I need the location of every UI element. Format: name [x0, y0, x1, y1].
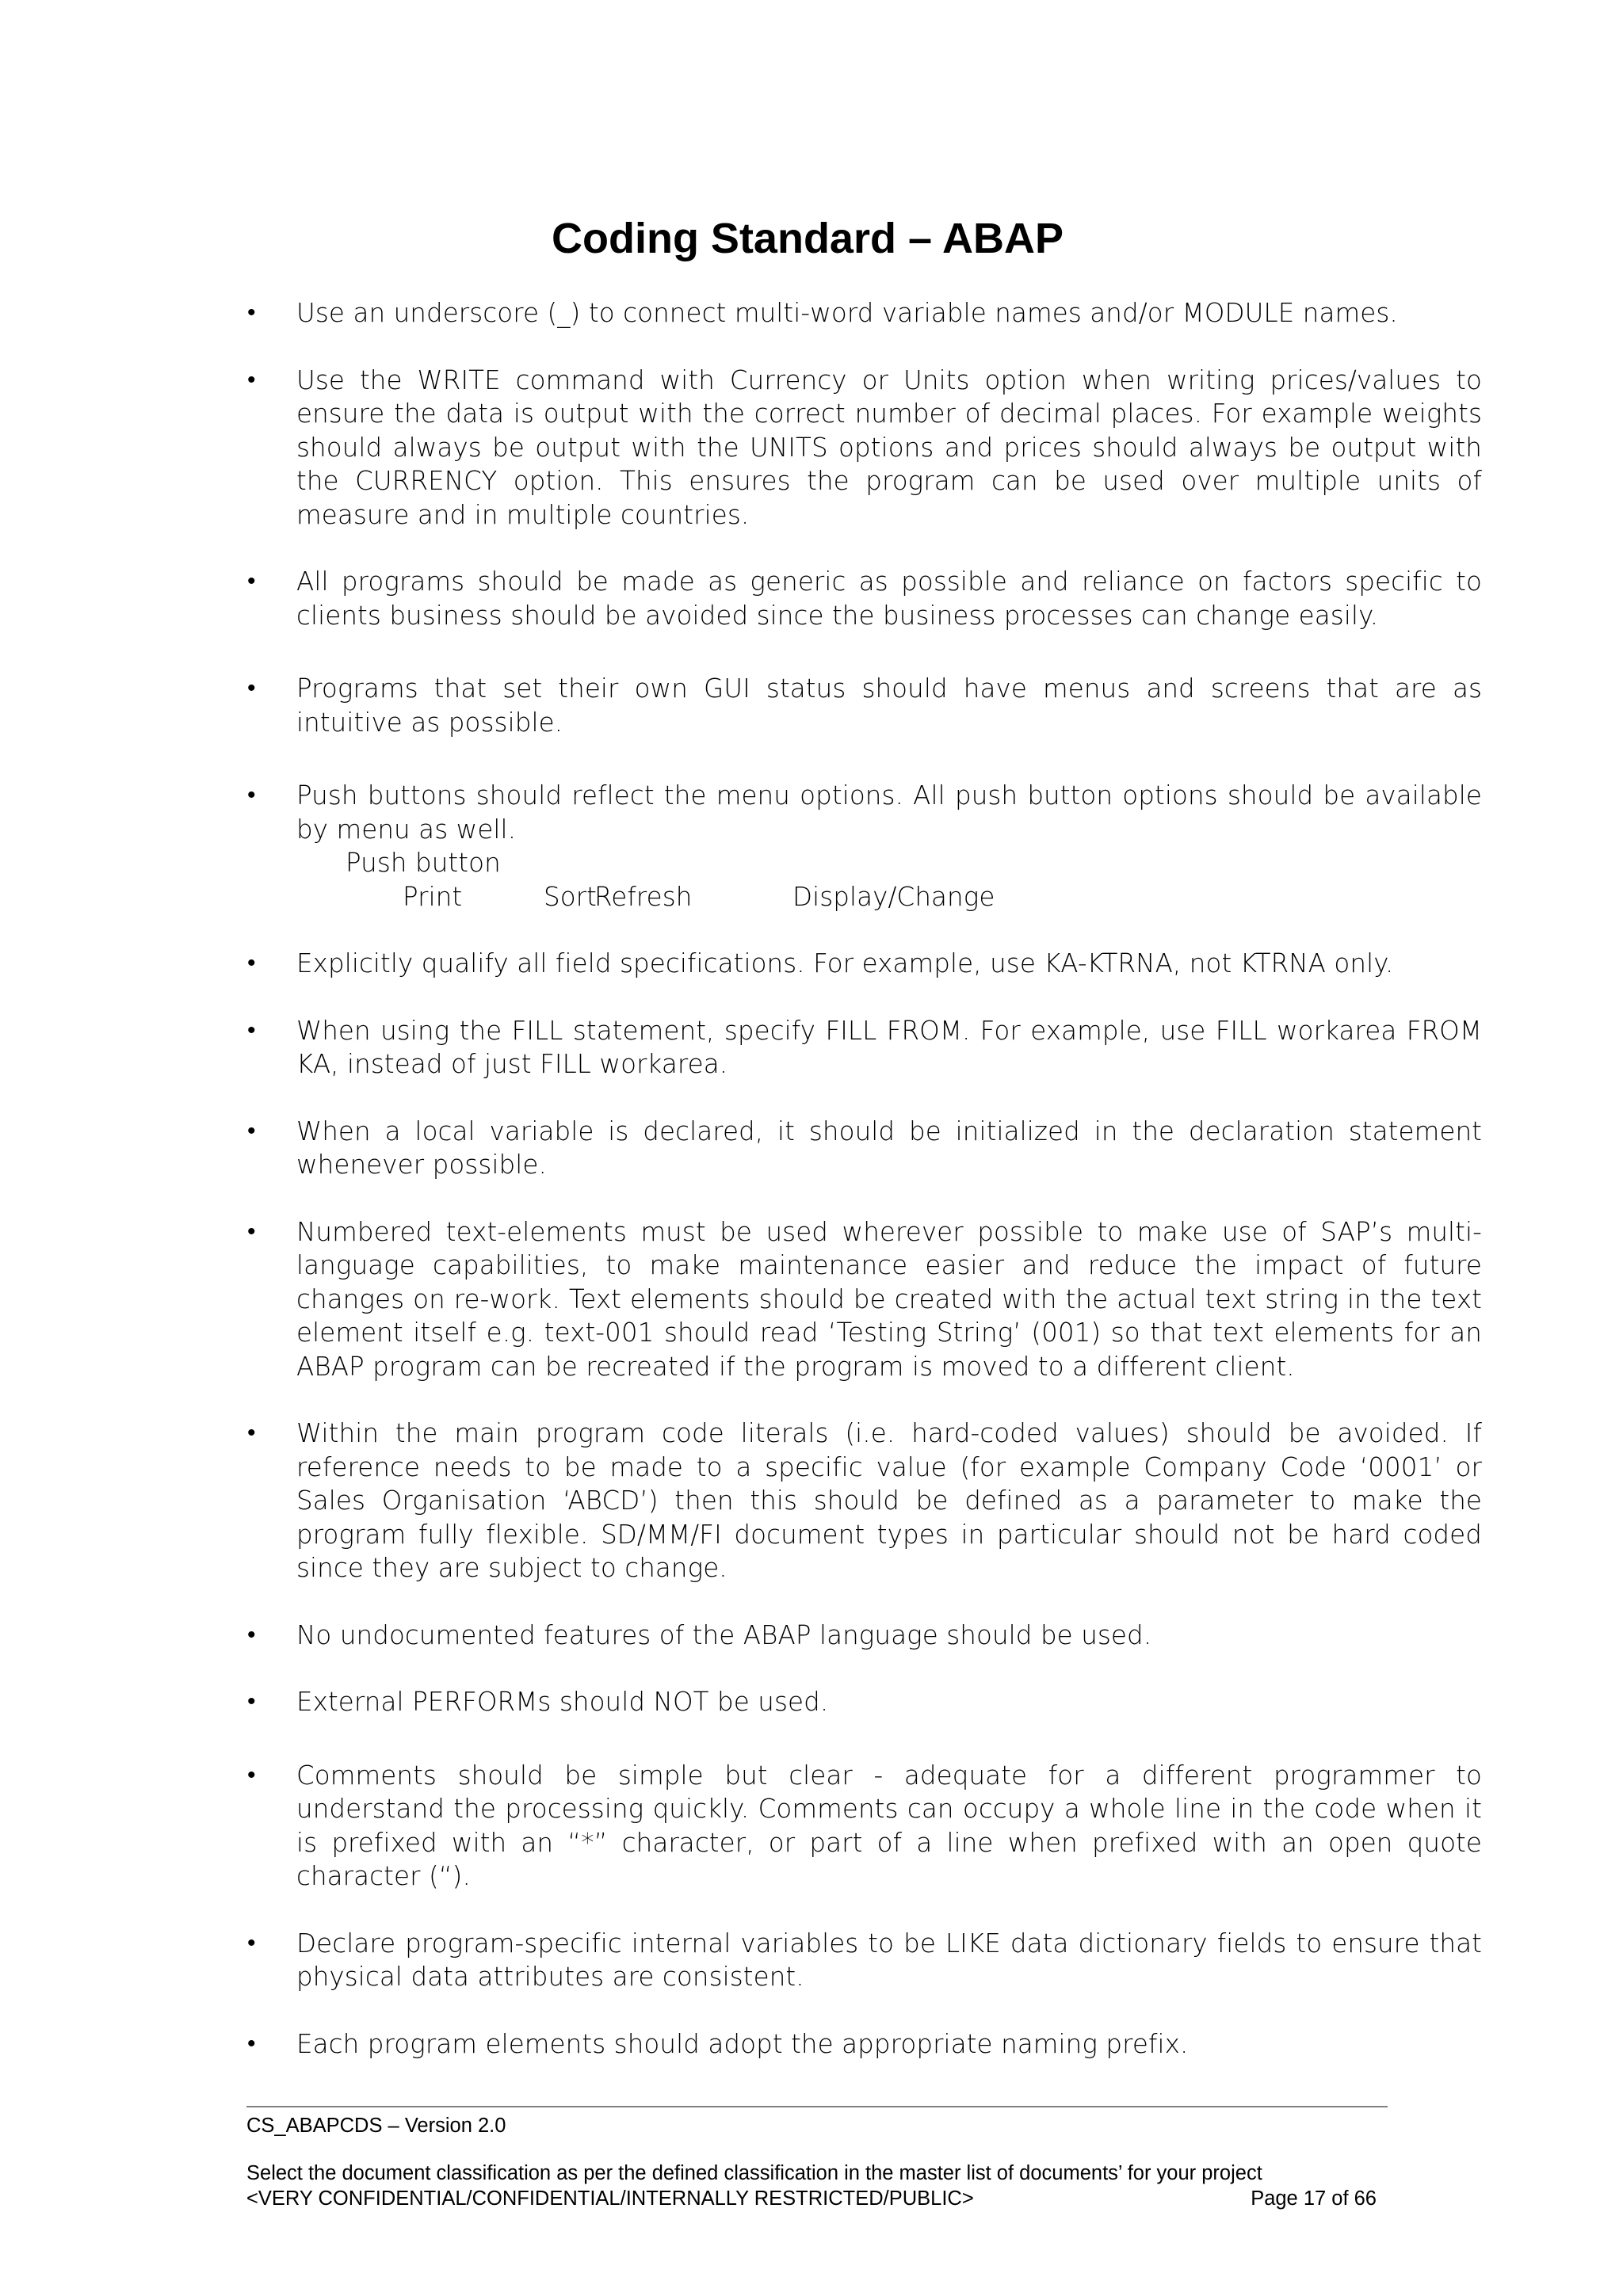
bullet-icon: •	[247, 674, 256, 702]
list-item-text: Explicitly qualify all field specifications. For example, use KA-KTRNA, not KTRNA only.	[296, 948, 1394, 978]
list-item	[241, 1215, 1482, 1384]
footer-version: CS_ABAPCDS – Version 2.0	[246, 2115, 506, 2137]
bullet-icon: •	[247, 1016, 256, 1044]
list-item-text: Push buttons should reflect the menu options. All push button options should be available by menu as well.	[296, 780, 1482, 845]
bullet-icon: •	[247, 1688, 256, 1715]
bullet-icon: •	[247, 781, 256, 809]
push-option-display-change: Display/Change	[792, 881, 995, 912]
page-number: Page 17 of 66	[1251, 2187, 1377, 2210]
footer-confidentiality: <VERY CONFIDENTIAL/CONFIDENTIAL/INTERNALLY RESTRICTED/PUBLIC>	[246, 2187, 974, 2210]
list-item	[241, 1014, 1482, 1081]
footer-row	[246, 2187, 1388, 2210]
push-button-options	[296, 880, 1482, 914]
bullet-icon: •	[247, 949, 256, 977]
bullet-icon: •	[247, 1217, 256, 1245]
list-item	[241, 2027, 1482, 2061]
footer-divider	[246, 2106, 1388, 2107]
bullet-icon: •	[247, 1760, 256, 1789]
bullet-icon: •	[247, 365, 256, 394]
push-option-refresh: Refresh	[594, 881, 693, 912]
list-item	[241, 1759, 1482, 1894]
bullet-icon: •	[247, 1116, 256, 1145]
list-item-text: Comments should be simple but clear - adequate for a different programmer to understand the processing quickly. Comments can occupy a whole line in the code when it is prefixed with an “*” character, or part of a line when prefixed with an open quote character (“).	[296, 1760, 1482, 1891]
list-item	[241, 1115, 1482, 1182]
list-item-text: When a local variable is declared, it should be initialized in the declaration statement whenever possible.	[296, 1116, 1482, 1180]
list-item	[241, 1417, 1482, 1585]
push-option-print: Print	[403, 881, 463, 912]
list-item	[241, 947, 1482, 981]
list-item-text: Within the main program code literals (i.e. hard-coded values) should be avoided. If reference needs to be made to a specific value (for example Company Code ‘0001’ or Sales Organisation ‘ABCD’) then this should be defined as a parameter to make the program fully flexible. SD/MM/FI document types in particular should not be hard coded since they are subject to change.	[296, 1418, 1482, 1583]
page-title: Coding Standard – ABAP	[551, 215, 1064, 262]
bullet-icon: •	[247, 299, 256, 326]
bullet-icon: •	[247, 1928, 256, 1957]
push-button-heading: Push button	[346, 848, 501, 878]
list-item	[241, 296, 1482, 330]
footer-classification-note: Select the document classification as per the defined classification in the master list of documents’ for your project	[246, 2162, 1262, 2184]
list-item-text: Use an underscore (_) to connect multi-word variable names and/or MODULE names.	[296, 298, 1398, 328]
list-item-text: No undocumented features of the ABAP language should be used.	[296, 1619, 1152, 1650]
list-item-text: Each program elements should adopt the appropriate naming prefix.	[296, 2028, 1189, 2059]
list-item-text: All programs should be made as generic as possible and reliance on factors specific to clients business should be avoided since the business processes can change easily.	[296, 566, 1482, 631]
push-option-sort: Sort	[544, 881, 598, 912]
standards-list	[241, 296, 1482, 2061]
list-item-text: Use the WRITE command with Currency or Units option when writing prices/values to ensure the data is output with the correct number of decimal places. For example weights should always be output with the UNITS options and prices should always be output with the CURRENCY option. This ensures the program can be used over multiple units of measure and in multiple countries.	[296, 364, 1482, 530]
bullet-icon: •	[247, 2029, 256, 2058]
list-item	[241, 779, 1482, 913]
bullet-icon: •	[247, 567, 256, 595]
bullet-icon: •	[247, 1620, 256, 1649]
list-item	[241, 1927, 1482, 1994]
list-item-text: External PERFORMs should NOT be used.	[296, 1687, 829, 1717]
list-item	[241, 565, 1482, 632]
list-item	[241, 672, 1482, 739]
list-item-text: When using the FILL statement, specify FILL FROM. For example, use FILL workarea FROM KA, instead of just FILL workarea.	[296, 1015, 1482, 1079]
list-item-text: Declare program-specific internal variables to be LIKE data dictionary fields to ensure that physical data attributes are consistent.	[296, 1928, 1482, 1992]
list-item	[241, 1685, 1482, 1719]
bullet-icon: •	[247, 1419, 256, 1447]
list-item	[241, 1619, 1482, 1653]
list-item	[241, 364, 1482, 532]
list-item-text: Programs that set their own GUI status should have menus and screens that are as intuitive as possible.	[296, 673, 1482, 738]
push-button-example	[296, 846, 1482, 913]
list-item-text: Numbered text-elements must be used wherever possible to make use of SAP’s multi-language capabilities, to make maintenance easier and reduce the impact of future changes on re-work. Text elements should be created with the actual text string in the text element itself e.g. text-001 should read ‘Testing String’ (001) so that text elements for an ABAP program can be recreated if the program is moved to a different client.	[296, 1216, 1482, 1382]
